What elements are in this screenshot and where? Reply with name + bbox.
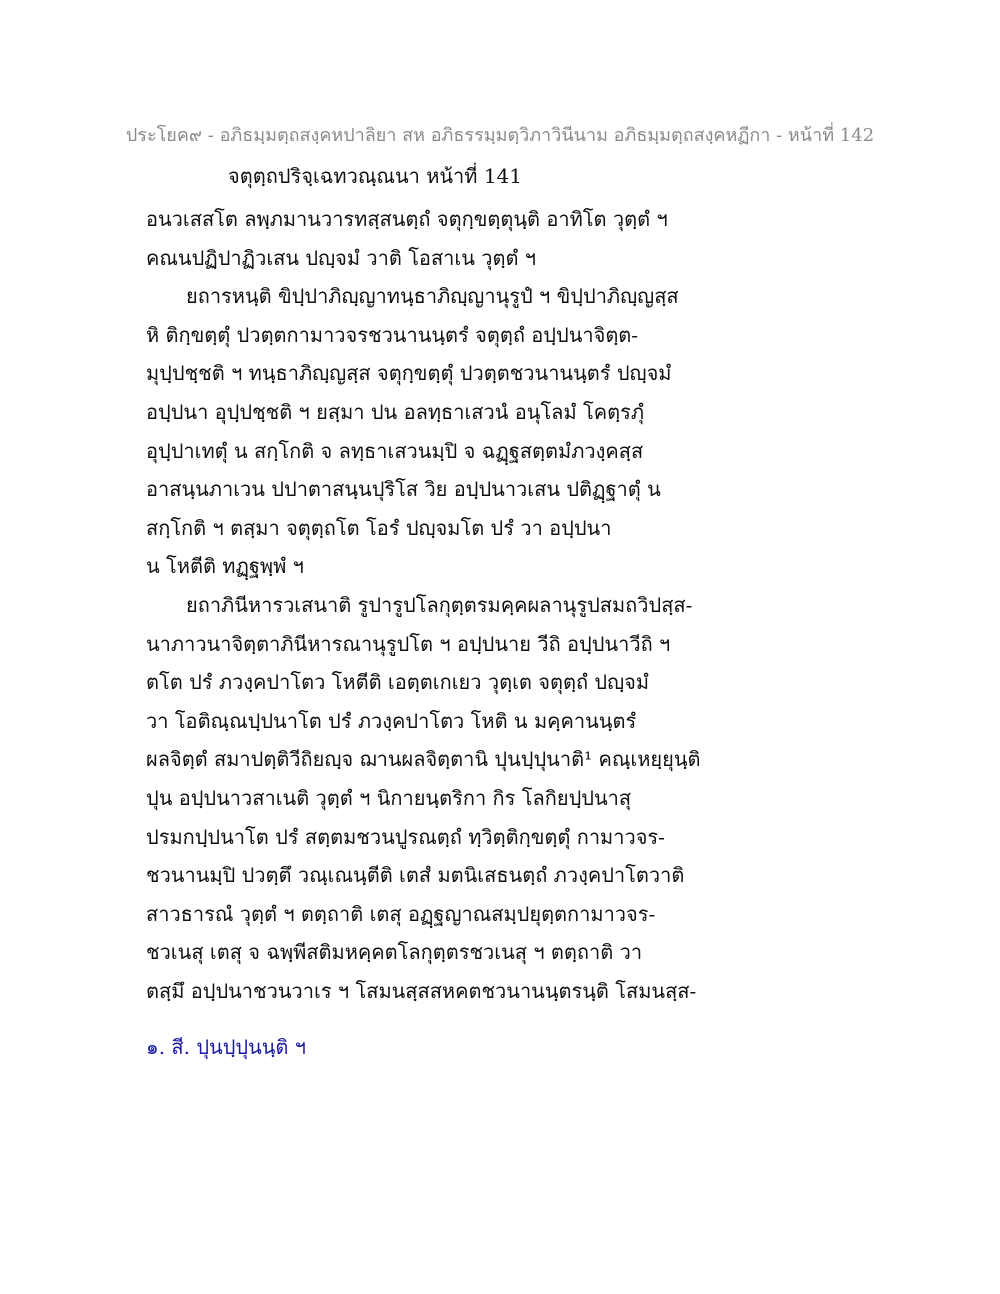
body-line: คณนปฏิปาฏิวเสน ปญฺจมํ วาติ โอสาเน วุตฺตํ ฯ — [146, 245, 537, 270]
body-line: น โหตีติ ทฏฺฐพฺพํ ฯ — [146, 554, 304, 579]
body-line: ตสฺมึ อปฺปนาชวนวาเร ฯ โสมนสฺสสหคตชวนานนฺตรนฺติ โสมนสฺส- — [146, 978, 697, 1003]
body-line: อาสนฺนภาเวน ปปาตาสนฺนปุริโส วิย อปฺปนาวเสน ปติฏฺฐาตุํ น — [146, 477, 661, 502]
body-line: อนวเสสโต ลพฺภมานวารทสฺสนตฺถํ จตุกฺขตฺตุนฺติ อาทิโต วุตฺตํ ฯ — [146, 207, 668, 231]
body-line: สกฺโกติ ฯ ตสฺมา จตุตฺถโต โอรํ ปญฺจมโต ปรํ วา อปฺปนา — [146, 515, 612, 540]
body-line: มุปฺปชฺชติ ฯ ทนฺธาภิญฺญสฺส จตุกฺขตฺตุํ ปวตฺตชวนานนฺตรํ ปญฺจมํ — [146, 361, 672, 386]
body-line: สาวธารณํ วุตฺตํ ฯ ตตฺถาติ เตสุ อฏฺฐญาณสมฺปยุตฺตกามาวจร- — [146, 901, 656, 926]
body-line: ปุน อปฺปนาวสาเนติ วุตฺตํ ฯ นิกายนฺตริกา กิร โลกิยปฺปนาสุ — [146, 785, 632, 810]
body-line: ชวนานมฺปิ ปวตฺตึ วณฺเณนฺตีติ เตสํ มตนิเสธนตฺถํ ภวงฺคปาโตวาติ — [146, 863, 685, 888]
section-title: จตุตฺถปริจฺเฉทวณฺณนา หน้าที่ 141 — [228, 164, 523, 188]
running-header: ประโยค๙ - อภิธมฺมตฺถสงฺคหปาลิยา สห อภิธรรมฺมตฺวิภาวินีนาม อภิธมฺมตฺถสงฺคหฏีกา - หน้าที่ 142 — [125, 125, 875, 146]
paragraph-start-line: ยถารหนฺติ ขิปฺปาภิญฺญาทนฺธาภิญฺญานุรูปํ ฯ ขิปฺปาภิญฺญสฺส — [186, 284, 679, 309]
body-text — [146, 200, 706, 1010]
body-line: อปฺปนา อุปฺปชฺชติ ฯ ยสฺมา ปน อลทฺธาเสวนํ อนุโลมํ โคตฺรภุํ — [146, 399, 645, 424]
body-line: นาภาวนาจิตฺตาภินีหารณานุรูปโต ฯ อปฺปนาย วีถิ อปฺปนาวีถิ ฯ — [146, 631, 671, 656]
body-line: วา โอติณฺณปฺปนาโต ปรํ ภวงฺคปาโตว โหติ น มคฺคานนฺตรํ — [146, 708, 637, 733]
body-line: ผลจิตฺตํ สมาปตฺติวีถิยญฺจ ฌานผลจิตฺตานิ ปุนปฺปุนาติ¹ คณฺเหยฺยุนฺติ — [146, 747, 701, 772]
body-line: ชวเนสุ เตสุ จ ฉพฺพีสติมหคฺคตโลกุตฺตรชวเนสุ ฯ ตตฺถาติ วา — [146, 940, 643, 965]
body-line: อุปฺปาเทตุํ น สกฺโกติ จ ลทฺธาเสวนมฺปิ จ ฉฏฺฐสตฺตมํภวงฺคสฺส — [146, 438, 644, 463]
footnote: ๑. สี. ปุนปฺปุนนฺติ ฯ — [146, 1035, 307, 1059]
body-line: ตโต ปรํ ภวงฺคปาโตว โหตีติ เอตฺตเกเยว วุตฺเต จตุตฺถํ ปญฺจมํ — [146, 670, 650, 695]
paragraph-start-line: ยถาภินีหารวเสนาติ รูปารูปโลกุตฺตรมคฺคผลานุรูปสมถวิปสฺส- — [186, 592, 693, 617]
body-line: ปรมกปฺปนาโต ปรํ สตฺตมชวนปูรณตฺถํ ทฺวิตฺติกฺขตฺตุํ กามาวจร- — [146, 824, 665, 849]
body-line: หิ ติกฺขตฺตุํ ปวตฺตกามาวจรชวนานนฺตรํ จตุตฺถํ อปฺปนาจิตฺต- — [146, 322, 639, 347]
